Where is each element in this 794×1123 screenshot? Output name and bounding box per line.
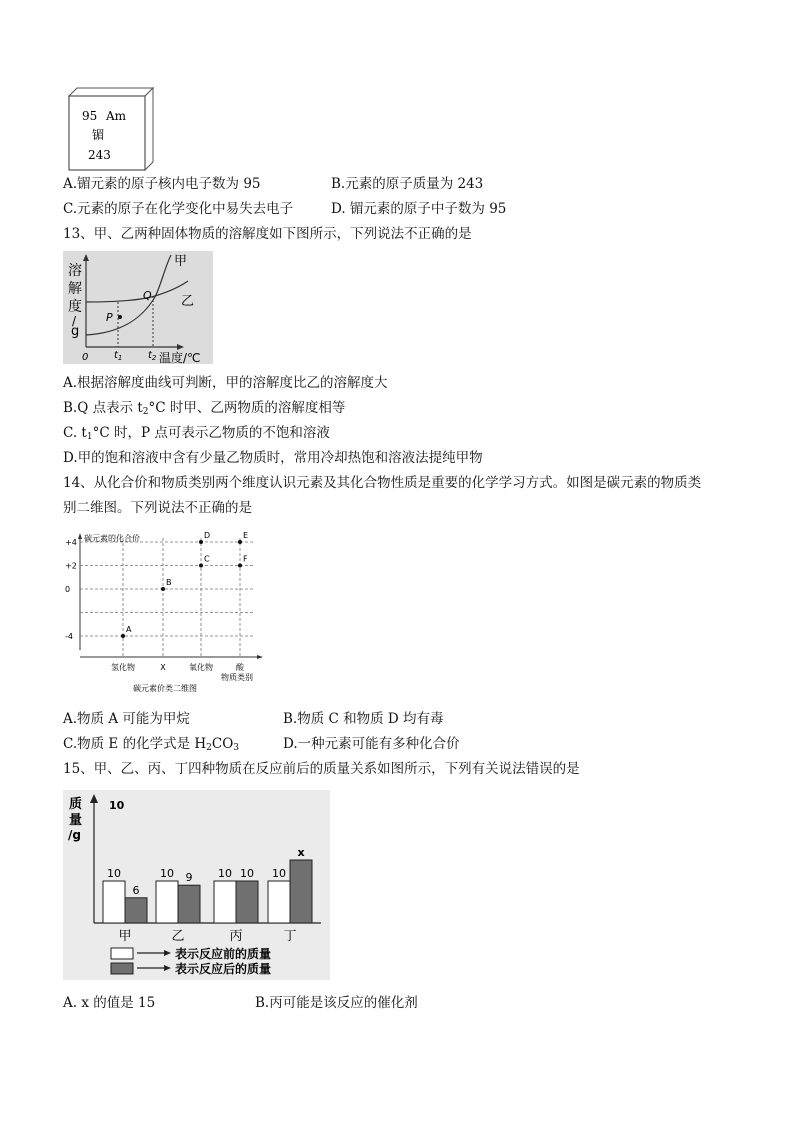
bar-before: [156, 881, 178, 923]
y-tick-label: 0: [65, 585, 71, 594]
cube-top-face: [69, 88, 153, 96]
point-label-f: F: [243, 554, 248, 564]
q12-option-a: A.镅元素的原子核内电子数为 95: [63, 176, 261, 192]
cube-side-face: [145, 88, 153, 170]
point-c: [199, 564, 203, 568]
point-label-c: C: [204, 554, 210, 564]
bar-value-label: 10: [160, 867, 174, 880]
y-tick-label: +2: [65, 561, 77, 571]
xlabel: 物质类别: [221, 673, 253, 682]
ylabel-char-3: 度: [68, 299, 82, 315]
q13-option-a: A.根据溶解度曲线可判断，甲的溶解度比乙的溶解度大: [63, 375, 388, 391]
bar-value-label: 10: [272, 867, 286, 880]
ylabel-char-5: g: [71, 324, 80, 339]
origin-label: 0: [82, 352, 89, 363]
point-q-label: Q: [143, 289, 152, 302]
curve-yi-label: 乙: [181, 294, 195, 309]
category-label: 丁: [283, 929, 297, 944]
category-label: 甲: [118, 929, 132, 944]
legend-label-after: 表示反应后的质量: [175, 962, 272, 976]
ylabel-char-2: 量: [69, 813, 83, 828]
q14-option-a: A.物质 A 可能为甲烷: [63, 711, 190, 727]
bar-after: [125, 898, 147, 923]
point-d: [199, 540, 203, 544]
element-mass: 243: [88, 148, 111, 162]
q14-option-b: B.物质 C 和物质 D 均有毒: [283, 711, 444, 727]
bar-value-label: 9: [185, 871, 193, 885]
point-a: [121, 634, 125, 638]
category-label: 丙: [229, 929, 243, 944]
t1-label: $t_1$: [114, 350, 123, 362]
q13-option-d: D.甲的饱和溶液中含有少量乙物质时，常用冷却热饱和溶液法提纯甲物: [63, 450, 483, 466]
q12-option-d: D. 镅元素的原子中子数为 95: [331, 201, 507, 217]
legend-label-before: 表示反应前的质量: [175, 947, 272, 961]
t2-label: $t_2$: [148, 350, 157, 362]
y-tick-label: +4: [65, 538, 77, 547]
xlabel: 温度/℃: [159, 351, 201, 364]
element-cube-figure: [63, 86, 158, 172]
bar-before: [103, 881, 125, 923]
ylabel-char-3: /g: [68, 828, 81, 842]
bar-value-label: 10: [107, 867, 121, 880]
bar-before: [214, 881, 236, 923]
solubility-curve-figure: [63, 251, 213, 364]
point-label-a: A: [126, 625, 132, 634]
bar-after: [178, 885, 200, 923]
element-number: 95: [82, 109, 98, 123]
q12-option-c: C.元素的原子在化学变化中易失去电子: [63, 201, 294, 217]
x-tick-label: 氢化物: [111, 663, 135, 672]
ylabel-char-1: 溶: [68, 263, 82, 279]
x-tick-label: X: [160, 663, 166, 672]
q13-option-c: C. $t_1^\circ C$ 时，P 点可表示乙物质的不饱和溶液: [63, 425, 330, 442]
q14-option-c: C.物质 E 的化学式是 $H_2CO_3$: [63, 736, 240, 753]
point-label-b: B: [166, 578, 172, 587]
bar-value-label: 10: [218, 867, 232, 880]
ylabel-char-1: 质: [69, 797, 83, 812]
element-name: 镅: [92, 128, 105, 142]
bar-after: [236, 881, 258, 923]
y-tick-label: -4: [65, 632, 73, 641]
figure-caption: 碳元素价类二维图: [133, 684, 197, 693]
ylabel: 碳元素的化合价: [84, 534, 140, 543]
point-label-e: E: [243, 531, 249, 540]
q13-option-b: B.Q 点表示 $t_2^\circ C$ 时甲、乙两物质的溶解度相等: [63, 400, 346, 417]
bar-before: [268, 881, 290, 923]
bar-value-label: 6: [132, 883, 140, 897]
q15-option-b: B.丙可能是该反应的催化剂: [255, 995, 418, 1011]
mass-bar-chart: [63, 790, 330, 980]
point-p: [118, 315, 122, 319]
q14-stem-line-1: 14、从化合价和物质类别两个维度认识元素及其化合物性质是重要的化学学习方式。如图是碳元素的物质类: [63, 475, 702, 491]
q12-option-b: B.元素的原子质量为 243: [331, 176, 484, 192]
bar-value-label: x: [297, 846, 305, 859]
ylabel-char-2: 解: [68, 281, 82, 297]
q14-option-d: D.一种元素可能有多种化合价: [283, 736, 460, 752]
q15-option-a: A. x 的值是 15: [63, 995, 156, 1011]
q13-stem: 13、甲、乙两种固体物质的溶解度如下图所示，下列说法不正确的是: [63, 226, 472, 242]
q14-stem-line-2: 别二维图。下列说法不正确的是: [63, 500, 252, 516]
legend-swatch-before: [111, 948, 133, 959]
bar-value-label: 10: [240, 867, 254, 880]
y-top-tick: 10: [109, 799, 125, 812]
point-b: [161, 587, 165, 591]
bar-after: [290, 860, 312, 923]
point-f: [238, 564, 242, 568]
q15-stem: 15、甲、乙、丙、丁四种物质在反应前后的质量关系如图所示，下列有关说法错误的是: [63, 761, 580, 777]
ylabel-char-4: /: [72, 314, 77, 328]
point-label-d: D: [204, 531, 211, 540]
x-tick-label: 酸: [236, 663, 244, 672]
point-p-label: P: [106, 311, 113, 324]
x-tick-label: 氧化物: [189, 663, 213, 672]
category-label: 乙: [171, 929, 185, 944]
curve-jia-label: 甲: [174, 254, 188, 269]
legend-swatch-after: [111, 963, 133, 974]
element-symbol: Am: [106, 109, 127, 123]
carbon-valence-figure: [63, 530, 268, 698]
point-e: [238, 540, 242, 544]
